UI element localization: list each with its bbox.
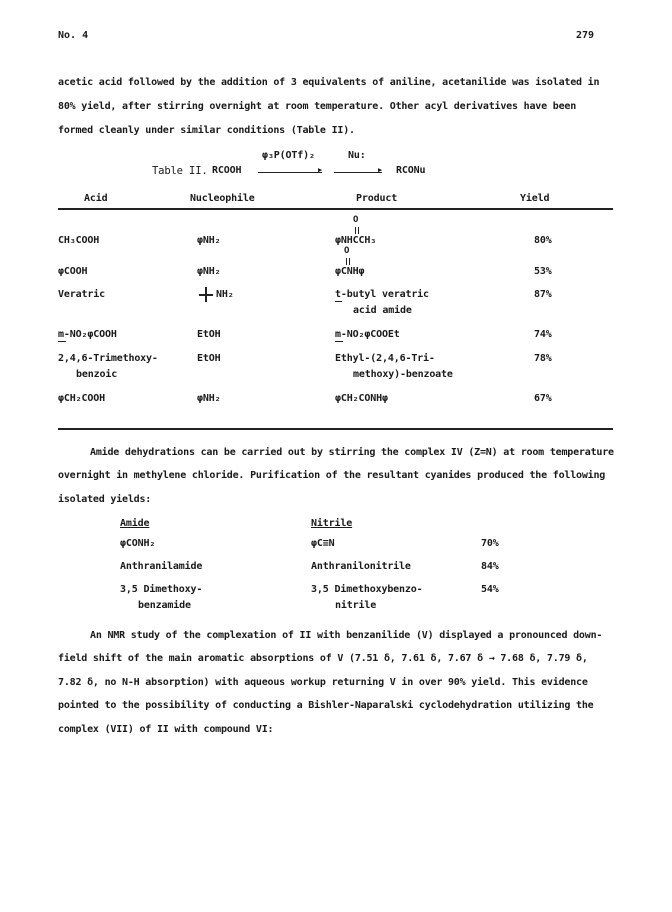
para3-line: field shift of the main aromatic absorptions of V (7.51 δ, 7.61 δ, 7.67 δ → 7.68 δ, 7.79 δ, <box>58 653 588 664</box>
para3-line: complex (VII) of II with compound VI: <box>58 724 274 735</box>
meta-underline <box>58 341 66 342</box>
reagent2-label: Nu: <box>348 150 366 161</box>
double-bond-icon <box>355 227 356 234</box>
para3-line: An NMR study of the complexation of II with benzanilide (V) displayed a pronounced down- <box>90 630 603 641</box>
para2-line: overnight in methylene chloride. Purification of the resultant cyanides produced the following <box>58 470 606 481</box>
cell-acid: 2,4,6-Trimethoxy- <box>58 353 158 364</box>
meta-underline <box>335 341 343 342</box>
cell-amide: 3,5 Dimethoxy- <box>120 584 203 595</box>
cell-nitrile: 3,5 Dimethoxybenzo- <box>311 584 423 595</box>
intro-line: formed cleanly under similar conditions (Table II). <box>58 125 355 136</box>
cell-product-line2: acid amide <box>353 305 412 316</box>
cell-product: Ethyl-(2,4,6-Tri- <box>335 353 435 364</box>
cell-nucleophile: φNH₂ <box>197 266 221 277</box>
double-bond-icon <box>358 227 359 234</box>
cell-product: φNHCCH₃ <box>335 235 377 246</box>
cell-amide-line2: benzamide <box>138 600 191 611</box>
cell-nitrile: Anthranilonitrile <box>311 561 411 572</box>
header-nucleophile: Nucleophile <box>190 193 255 204</box>
page-number: 279 <box>576 30 595 41</box>
cell-product: φCNHφ <box>335 266 365 277</box>
cell-yield: 87% <box>534 289 552 300</box>
cell-product: t-butyl veratric <box>335 289 429 300</box>
cell-acid: φCOOH <box>58 266 88 277</box>
cell-acid: φCH₂COOH <box>58 393 105 404</box>
header-product: Product <box>356 193 398 204</box>
product-label: RCONu <box>396 165 426 176</box>
cell-yield: 84% <box>481 561 499 572</box>
cell-yield: 54% <box>481 584 499 595</box>
table-bottom-rule <box>58 428 613 430</box>
cell-nucleophile: NH₂ <box>216 289 234 300</box>
table-title: Table II. <box>152 165 208 177</box>
header-yield: Yield <box>520 193 550 204</box>
cell-acid: Veratric <box>58 289 105 300</box>
cell-acid: CH₃COOH <box>58 235 100 246</box>
cell-yield: 78% <box>534 353 552 364</box>
reagent-label: φ₃P(OTf)₂ <box>262 150 315 161</box>
reaction-arrow-2 <box>334 172 382 173</box>
header-acid: Acid <box>84 193 108 204</box>
para3-line: pointed to the possibility of conducting a Bishler-Naparalski cyclodehydration utilizing the <box>58 700 594 711</box>
cell-acid-line2: benzoic <box>76 369 118 380</box>
cell-yield: 80% <box>534 235 552 246</box>
para2-line: Amide dehydrations can be carried out by stirring the complex IV (Z=N) at room temperature <box>90 447 614 458</box>
cell-product-line2: methoxy)-benzoate <box>353 369 453 380</box>
header-nitrile: Nitrile <box>311 518 353 529</box>
cell-amide: φCONH₂ <box>120 538 156 549</box>
intro-line: acetic acid followed by the addition of 3 equivalents of aniline, acetanilide was isolated in <box>58 77 600 88</box>
cell-nucleophile: φNH₂ <box>197 235 221 246</box>
cell-yield: 53% <box>534 266 552 277</box>
header-amide: Amide <box>120 518 150 529</box>
cell-nucleophile: EtOH <box>197 353 221 364</box>
cell-product: m-NO₂φCOOEt <box>335 329 400 340</box>
para2-line: isolated yields: <box>58 494 152 505</box>
cell-acid: m-NO₂φCOOH <box>58 329 117 340</box>
carbonyl-o-icon: O <box>353 215 359 225</box>
arrow-head-icon: ▶ <box>318 166 323 174</box>
page-number-left: No. 4 <box>58 30 89 41</box>
reaction-arrow-1 <box>258 172 322 173</box>
italic-underline <box>335 301 342 302</box>
table-top-rule <box>58 208 613 210</box>
carbonyl-o-icon: O <box>344 246 350 256</box>
reactant: RCOOH <box>212 165 242 176</box>
double-bond-icon <box>346 258 347 265</box>
cell-nitrile: φC≡N <box>311 538 335 549</box>
cell-nitrile-line2: nitrile <box>335 600 377 611</box>
cell-yield: 70% <box>481 538 499 549</box>
double-bond-icon <box>349 258 350 265</box>
cell-nucleophile: φNH₂ <box>197 393 221 404</box>
intro-line: 80% yield, after stirring overnight at room temperature. Other acyl derivatives have been <box>58 101 577 112</box>
cell-product: φCH₂CONHφ <box>335 393 388 404</box>
para3-line: 7.82 δ, no N-H absorption) with aqueous workup returning V in over 90% yield. This evidence <box>58 677 588 688</box>
arrow-head-icon: ▶ <box>378 166 383 174</box>
cell-yield: 74% <box>534 329 552 340</box>
cell-amide: Anthranilamide <box>120 561 203 572</box>
cell-yield: 67% <box>534 393 552 404</box>
cell-nucleophile: EtOH <box>197 329 221 340</box>
